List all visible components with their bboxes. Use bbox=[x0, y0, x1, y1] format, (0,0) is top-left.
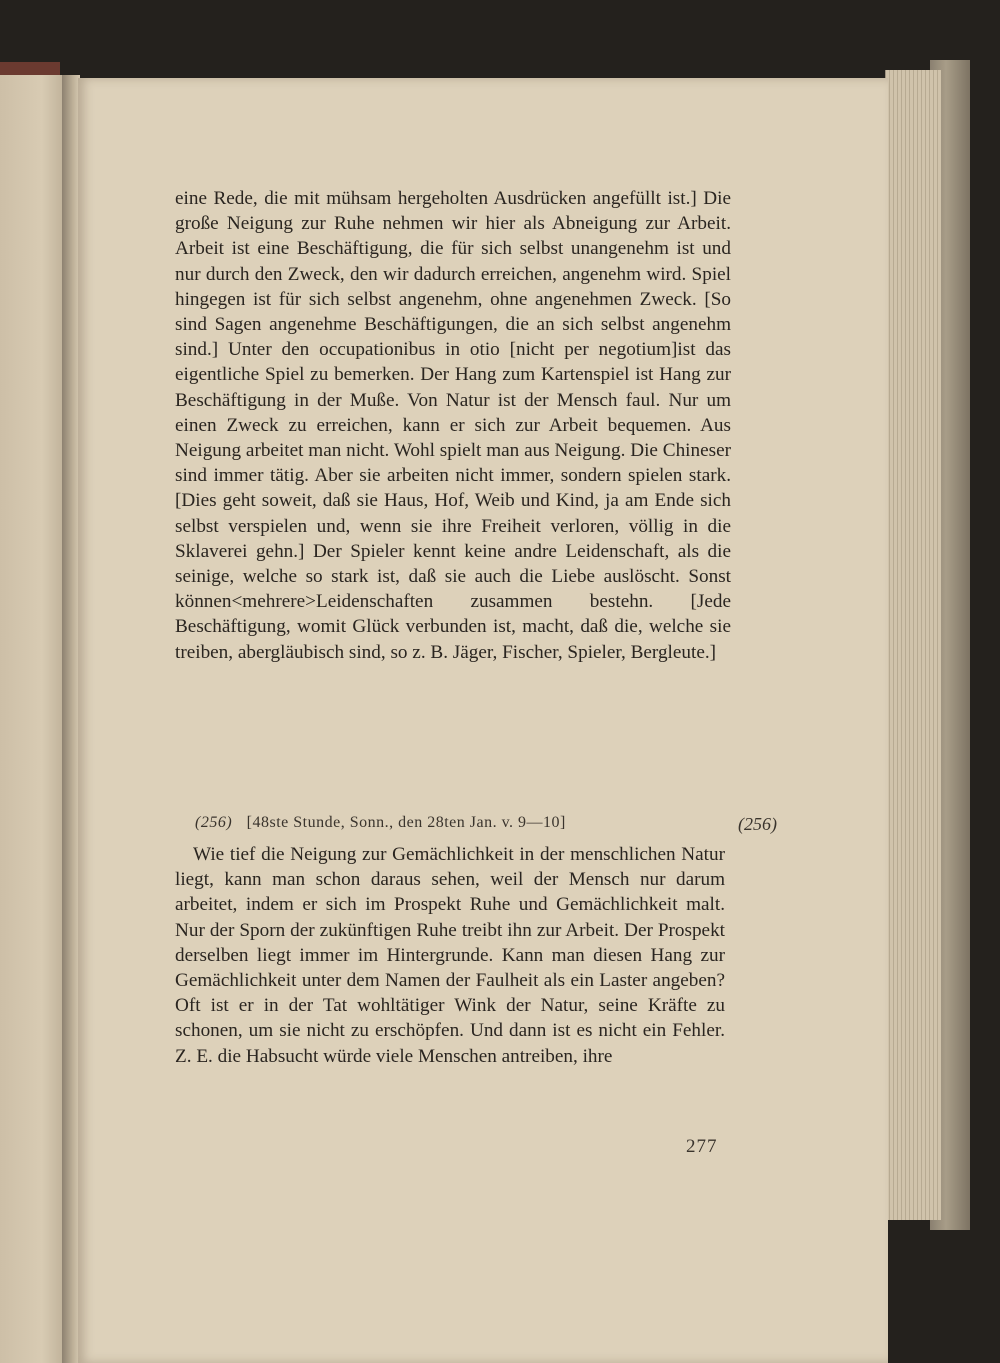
page-number: 277 bbox=[686, 1136, 718, 1157]
main-text-block bbox=[175, 186, 731, 665]
section-marker bbox=[195, 814, 566, 832]
margin-number-left: (256) bbox=[195, 814, 233, 831]
margin-number-right: (256) bbox=[738, 814, 777, 834]
second-paragraph: Wie tief die Neigung zur Gemächlichkeit in der menschlichen Natur liegt, kann man schon daraus sehen, weil der Mensch nur darum arbeitet, indem er sich im Prospekt Ruhe und Gemächlichkeit malt. Nur der Sporn der zukünftigen Ruhe treibt ihn zur Arbeit. Der Prospekt derselben liegt immer im Hintergrunde. Kann man diesen Hang zur Gemächlichkeit unter dem Namen der Faulheit als ein Laster angeben? Oft ist er in der Tat wohltätiger Wink der Natur, seine Kräfte zu schonen, um sie nicht zu erschöpfen. Und dann ist es nicht ein Fehler. Z. E. die Habsucht würde viele Menschen antreiben, ihre bbox=[175, 844, 725, 1067]
left-cover-edge bbox=[0, 62, 60, 76]
page-edges bbox=[885, 70, 941, 1220]
second-text-block bbox=[175, 842, 725, 1069]
lecture-heading: [48ste Stunde, Sonn., den 28ten Jan. v. 9—10] bbox=[246, 814, 566, 831]
left-page-edge bbox=[0, 75, 70, 1363]
main-paragraph: eine Rede, die mit mühsam hergeholten Ausdrücken angefüllt ist.] Die große Neigung zur Ruhe nehmen wir hier als Abneigung zur Arbeit. Arbeit ist eine Beschäftigung, die für sich selbst unangenehm ist und nur durch den Zweck, den wir dadurch erreichen, angenehm wird. Spiel hingegen ist für sich selbst angenehm, ohne angenehmen Zweck. [So sind Sagen angenehme Beschäftigungen, die an sich selbst angenehm sind.] Unter den occupationibus in otio [nicht per negotium]ist das eigentliche Spiel zu bemerken. Der Hang zum Kartenspiel ist Hang zur Beschäftigung in der Muße. Von Natur ist der Mensch faul. Nur um einen Zweck zu erreichen, kann er sich zur Arbeit bequemen. Aus Neigung arbeitet man nicht. Wohl spielt man aus Neigung. Die Chineser sind immer tätig. Aber sie arbeiten nicht immer, sondern spielen stark. [Dies geht soweit, daß sie Haus, Hof, Weib und Kind, ja am Ende sich selbst verspielen und, wenn sie ihre Freiheit verloren, völlig in die Sklaverei gehn.] Der Spieler kennt keine andre Leidenschaft, als die seinige, welche so stark ist, daß sie auch die Liebe auslöscht. Sonst können<mehrere>Leidenschaften zusammen bestehn. [Jede Beschäftigung, womit Glück verbunden ist, macht, daß die, welche sie treiben, abergläubisch sind, so z. B. Jäger, Fischer, Spieler, Bergleute.] bbox=[175, 188, 731, 663]
